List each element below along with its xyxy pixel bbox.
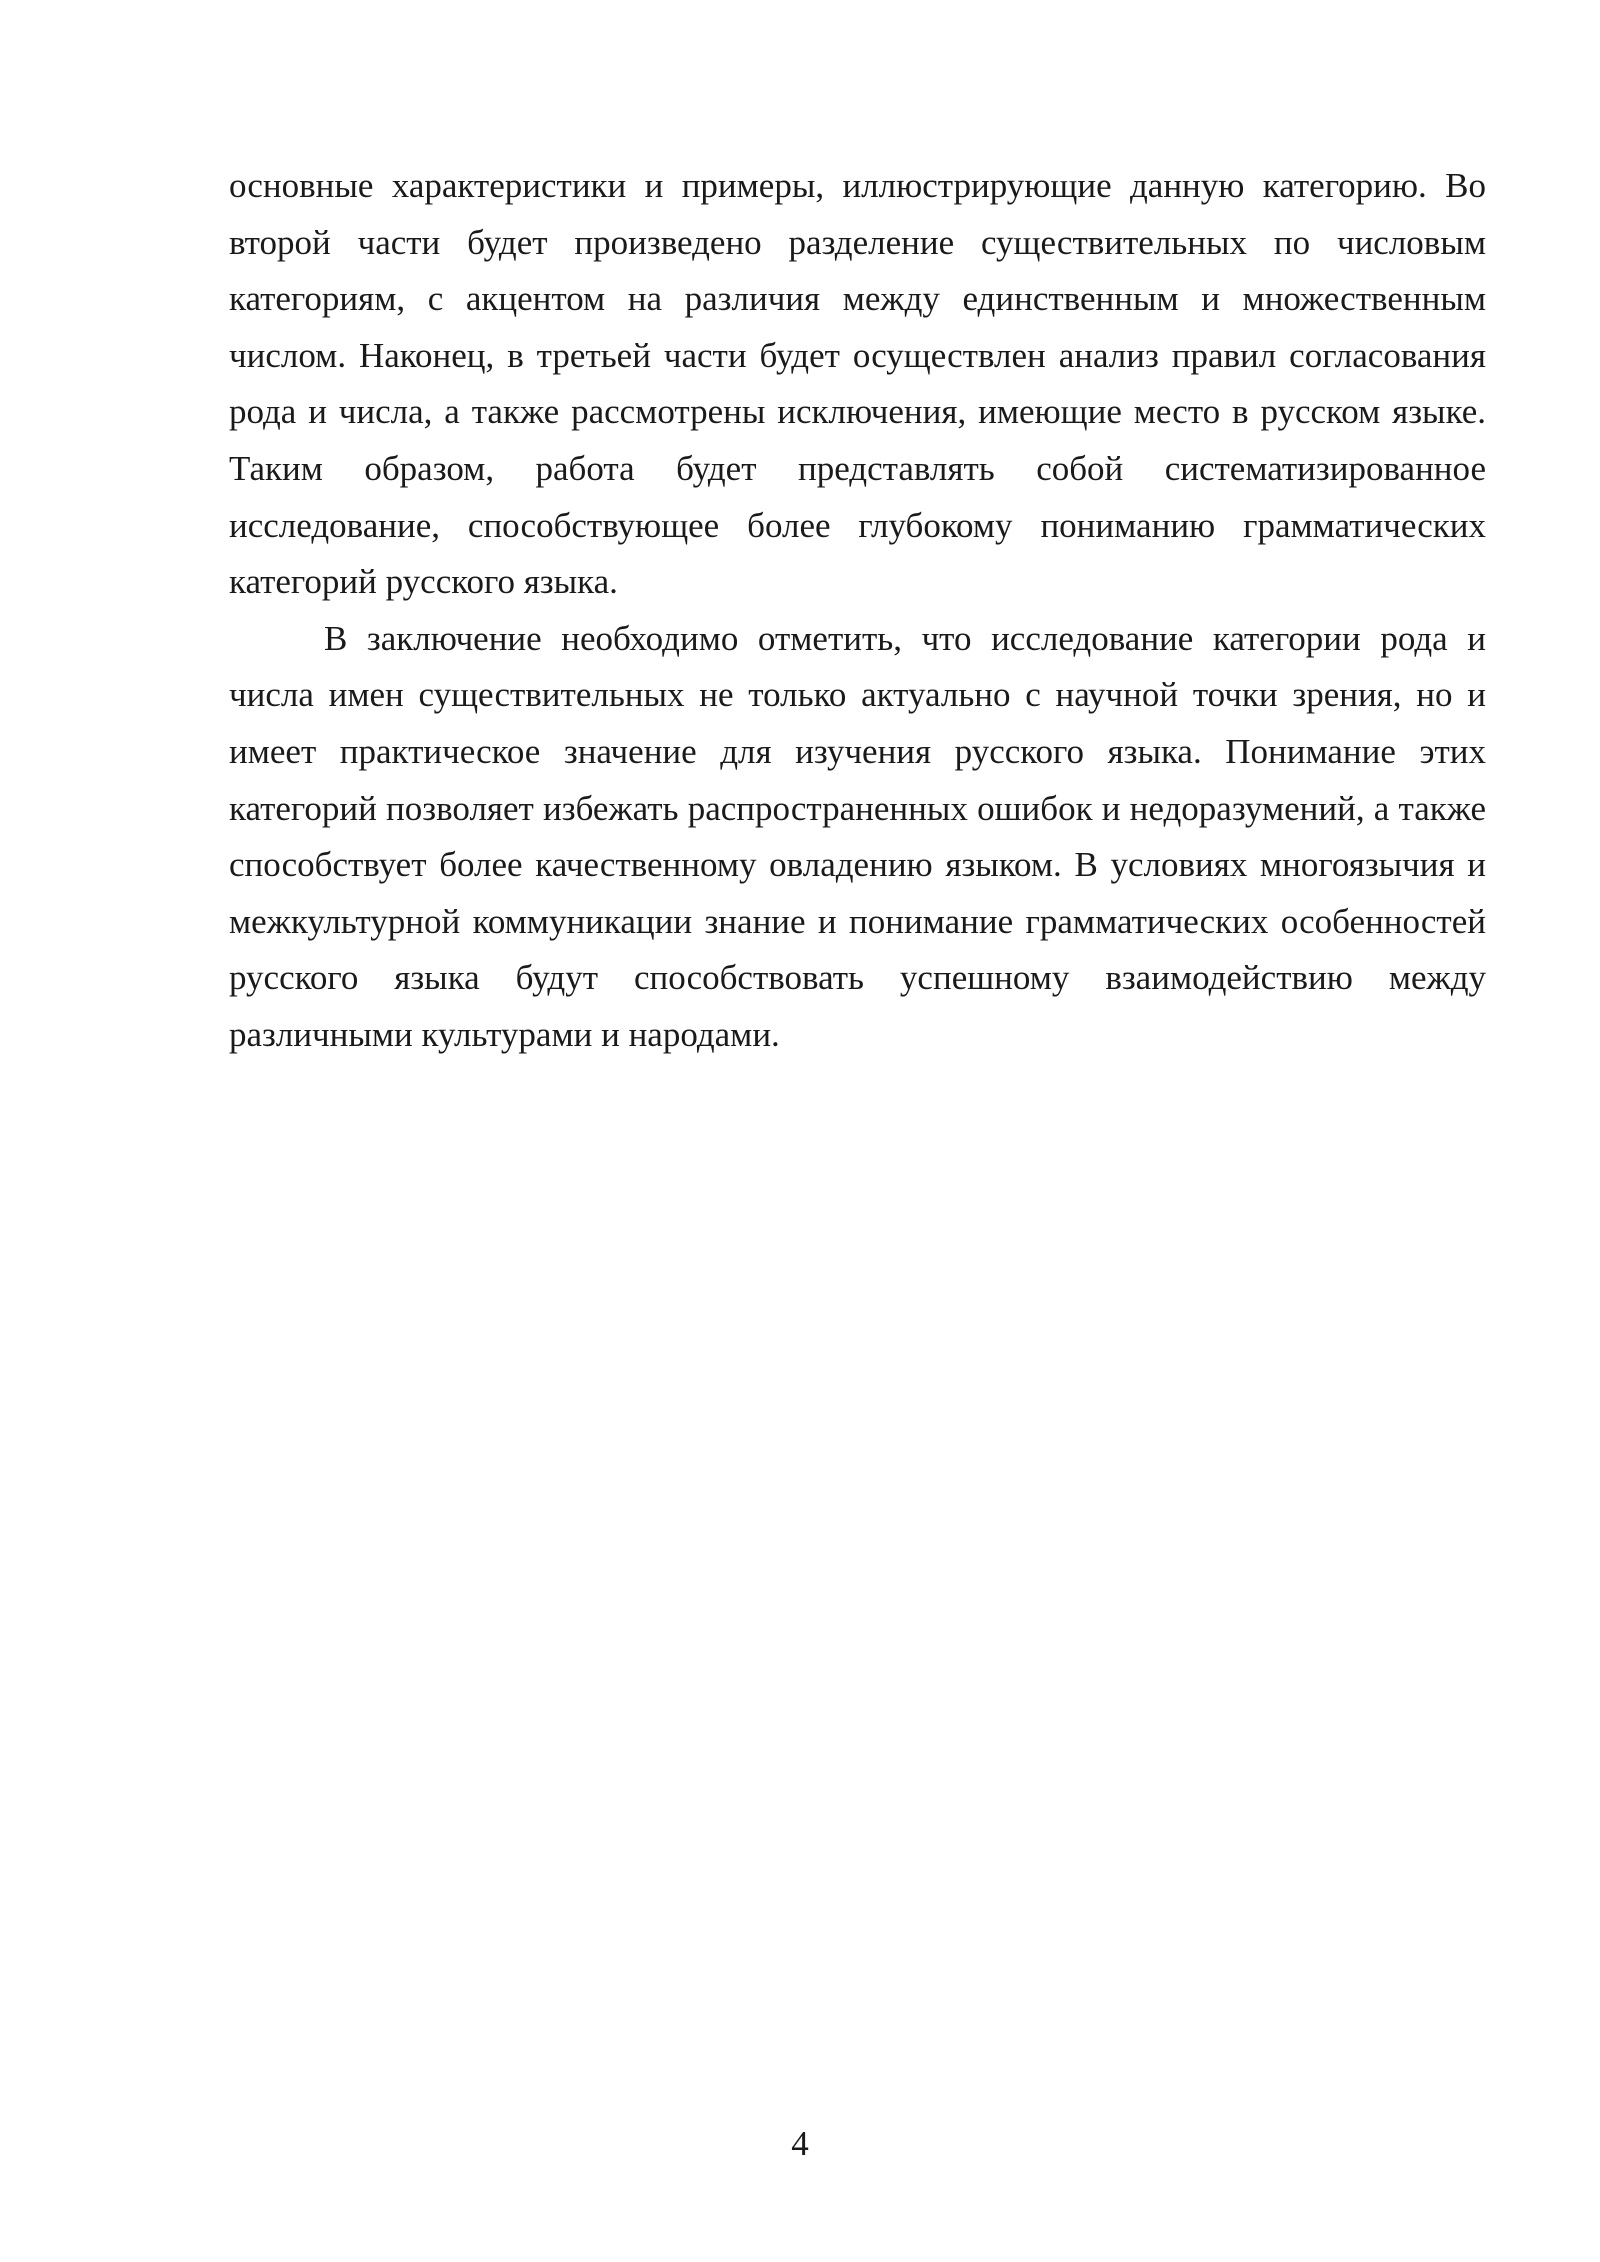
paragraph-conclusion: В заключение необходимо отметить, что исследование категории рода и числа имен существительных не только актуально с научной точки зрения, но и имеет практическое значение для изучения русского языка. Понимание этих категорий позволяет избежать распространенных ошибок и недоразумений, а также способствует более качественному овладению языком. В условиях многоязычия и межкультурной коммуникации знание и понимание грамматических особенностей русского языка будут способствовать успешному взаимодействию между различными культурами и народами. — [229, 618, 1486, 1054]
paragraph-continuation: основные характеристики и примеры, иллюстрирующие данную категорию. Во второй части будет произведено разделение существительных по числовым категориям, с акцентом на различия между единственным и множественным числом. Наконец, в третьей части будет осуществлен анализ правил согласования рода и числа, а также рассмотрены исключения, имеющие место в русском языке. Таким образом, работа будет представлять собой систематизированное исследование, способствующее более глубокому пониманию грамматических категорий русского языка. — [229, 166, 1486, 602]
page-number: 4 — [791, 2124, 809, 2163]
body-text — [229, 158, 1486, 1064]
